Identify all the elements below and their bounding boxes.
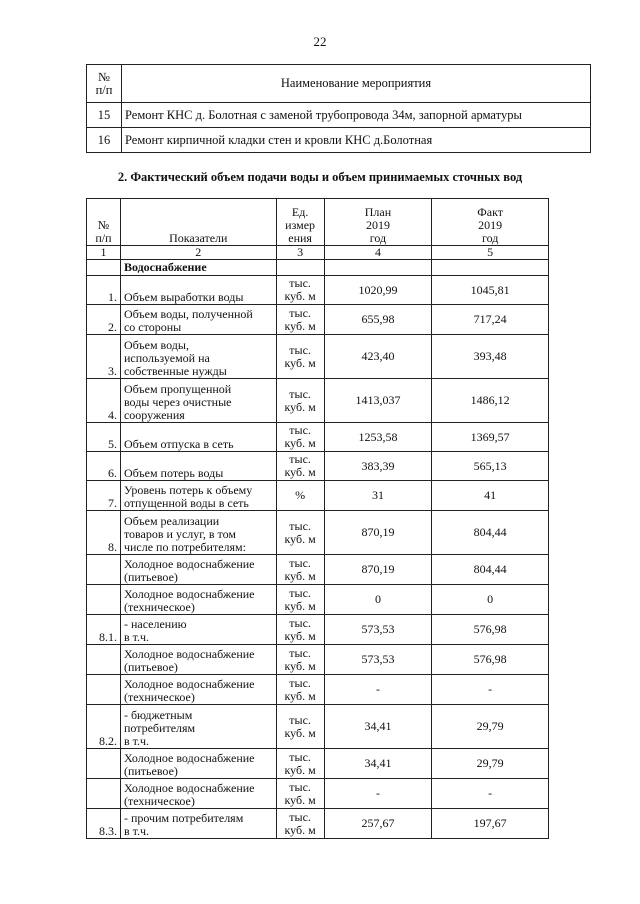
row-plan-value: 870,19 — [324, 511, 432, 555]
row-num: 8.1. — [87, 615, 121, 645]
t2-empty-cell — [276, 260, 324, 276]
table-row — [87, 705, 549, 749]
row-name: - прочим потребителям в т.ч. — [120, 809, 276, 839]
row-plan-value: 0 — [324, 585, 432, 615]
t2-index-cell: 3 — [276, 246, 324, 260]
row-num: 3. — [87, 335, 121, 379]
row-unit: тыс. куб. м — [276, 423, 324, 452]
t2-header-fact: Факт 2019 год — [432, 199, 549, 246]
t2-empty-cell — [432, 260, 549, 276]
table-row — [87, 276, 549, 305]
t2-header-unit: Ед. измер ения — [276, 199, 324, 246]
row-plan-value: 383,39 — [324, 452, 432, 481]
section-title: 2. Фактический объем подачи воды и объем принимаемых сточных вод — [117, 170, 523, 184]
row-fact-value: 576,98 — [432, 615, 549, 645]
row-name: Объем реализации товаров и услуг, в том числе по потребителям: — [120, 511, 276, 555]
row-num — [87, 675, 121, 705]
t1-row-num: 16 — [87, 128, 122, 153]
row-num: 6. — [87, 452, 121, 481]
row-plan-value: 34,41 — [324, 749, 432, 779]
row-name: Холодное водоснабжение (питьевое) — [120, 645, 276, 675]
row-unit: тыс. куб. м — [276, 749, 324, 779]
row-fact-value: 29,79 — [432, 705, 549, 749]
t1-row-num: 15 — [87, 103, 122, 128]
table-row — [87, 645, 549, 675]
row-num: 5. — [87, 423, 121, 452]
row-unit: тыс. куб. м — [276, 555, 324, 585]
row-unit: тыс. куб. м — [276, 779, 324, 809]
table-row — [87, 809, 549, 839]
row-unit: тыс. куб. м — [276, 276, 324, 305]
row-plan-value: - — [324, 779, 432, 809]
table-row — [87, 675, 549, 705]
row-unit: тыс. куб. м — [276, 705, 324, 749]
row-num: 4. — [87, 379, 121, 423]
row-num: 8.2. — [87, 705, 121, 749]
row-fact-value: 1045,81 — [432, 276, 549, 305]
row-num — [87, 585, 121, 615]
row-plan-value: 1413,037 — [324, 379, 432, 423]
row-num — [87, 555, 121, 585]
t2-index-cell: 4 — [324, 246, 432, 260]
row-unit: тыс. куб. м — [276, 615, 324, 645]
row-name: Объем пропущенной воды через очистные сооружения — [120, 379, 276, 423]
row-plan-value: 1020,99 — [324, 276, 432, 305]
row-fact-value: 565,13 — [432, 452, 549, 481]
row-fact-value: 1369,57 — [432, 423, 549, 452]
t1-row-name: Ремонт КНС д. Болотная с заменой трубопровода 34м, запорной арматуры — [122, 103, 591, 128]
t2-index-cell: 1 — [87, 246, 121, 260]
row-num: 8. — [87, 511, 121, 555]
row-unit: тыс. куб. м — [276, 379, 324, 423]
table-row — [87, 423, 549, 452]
row-fact-value: 41 — [432, 481, 549, 511]
row-fact-value: 804,44 — [432, 555, 549, 585]
row-plan-value: 1253,58 — [324, 423, 432, 452]
row-fact-value: 804,44 — [432, 511, 549, 555]
measures-table — [86, 64, 591, 153]
t2-index-cell: 2 — [120, 246, 276, 260]
row-unit: тыс. куб. м — [276, 511, 324, 555]
row-unit: тыс. куб. м — [276, 452, 324, 481]
row-name: Холодное водоснабжение (техническое) — [120, 779, 276, 809]
t2-header-plan: План 2019 год — [324, 199, 432, 246]
table-row — [87, 452, 549, 481]
row-name: Холодное водоснабжение (техническое) — [120, 675, 276, 705]
row-fact-value: 0 — [432, 585, 549, 615]
table-row — [87, 511, 549, 555]
table-row — [87, 779, 549, 809]
t1-row-name: Ремонт кирпичной кладки стен и кровли КНС д.Болотная — [122, 128, 591, 153]
row-name: Уровень потерь к объему отпущенной воды в сеть — [120, 481, 276, 511]
row-unit: тыс. куб. м — [276, 645, 324, 675]
t2-empty-cell — [324, 260, 432, 276]
t1-header-num: № п/п — [87, 65, 122, 103]
row-fact-value: 29,79 — [432, 749, 549, 779]
row-unit: тыс. куб. м — [276, 809, 324, 839]
table-row — [87, 585, 549, 615]
t2-header-name: Показатели — [120, 199, 276, 246]
row-plan-value: - — [324, 675, 432, 705]
row-unit: % — [276, 481, 324, 511]
water-volume-table — [86, 198, 549, 839]
row-name: Холодное водоснабжение (питьевое) — [120, 555, 276, 585]
table-row — [87, 335, 549, 379]
row-fact-value: - — [432, 675, 549, 705]
row-name: Холодное водоснабжение (техническое) — [120, 585, 276, 615]
row-num: 2. — [87, 305, 121, 335]
row-plan-value: 31 — [324, 481, 432, 511]
row-unit: тыс. куб. м — [276, 675, 324, 705]
row-plan-value: 257,67 — [324, 809, 432, 839]
row-name: Холодное водоснабжение (питьевое) — [120, 749, 276, 779]
t2-section-label: Водоснабжение — [120, 260, 276, 276]
row-fact-value: 1486,12 — [432, 379, 549, 423]
row-plan-value: 573,53 — [324, 615, 432, 645]
row-fact-value: - — [432, 779, 549, 809]
t2-header-num: № п/п — [87, 199, 121, 246]
row-name: - бюджетным потребителям в т.ч. — [120, 705, 276, 749]
row-unit: тыс. куб. м — [276, 335, 324, 379]
row-unit: тыс. куб. м — [276, 305, 324, 335]
row-fact-value: 717,24 — [432, 305, 549, 335]
row-plan-value: 34,41 — [324, 705, 432, 749]
row-num: 8.3. — [87, 809, 121, 839]
row-plan-value: 573,53 — [324, 645, 432, 675]
t2-index-cell: 5 — [432, 246, 549, 260]
row-name: Объем выработки воды — [120, 276, 276, 305]
table-row — [87, 555, 549, 585]
row-fact-value: 197,67 — [432, 809, 549, 839]
table-row — [87, 615, 549, 645]
row-name: Объем воды, используемой на собственные нужды — [120, 335, 276, 379]
table-row — [87, 305, 549, 335]
table-row — [87, 481, 549, 511]
row-name: Объем воды, полученной со стороны — [120, 305, 276, 335]
row-plan-value: 655,98 — [324, 305, 432, 335]
row-num — [87, 779, 121, 809]
t1-header-name: Наименование мероприятия — [122, 65, 591, 103]
page-number: 22 — [313, 34, 327, 49]
row-num: 7. — [87, 481, 121, 511]
row-num — [87, 749, 121, 779]
row-plan-value: 423,40 — [324, 335, 432, 379]
row-num: 1. — [87, 276, 121, 305]
row-fact-value: 576,98 — [432, 645, 549, 675]
row-plan-value: 870,19 — [324, 555, 432, 585]
row-name: Объем отпуска в сеть — [120, 423, 276, 452]
row-num — [87, 645, 121, 675]
row-fact-value: 393,48 — [432, 335, 549, 379]
row-unit: тыс. куб. м — [276, 585, 324, 615]
row-name: Объем потерь воды — [120, 452, 276, 481]
t2-empty-cell — [87, 260, 121, 276]
table-row — [87, 749, 549, 779]
table-row — [87, 379, 549, 423]
row-name: - населению в т.ч. — [120, 615, 276, 645]
